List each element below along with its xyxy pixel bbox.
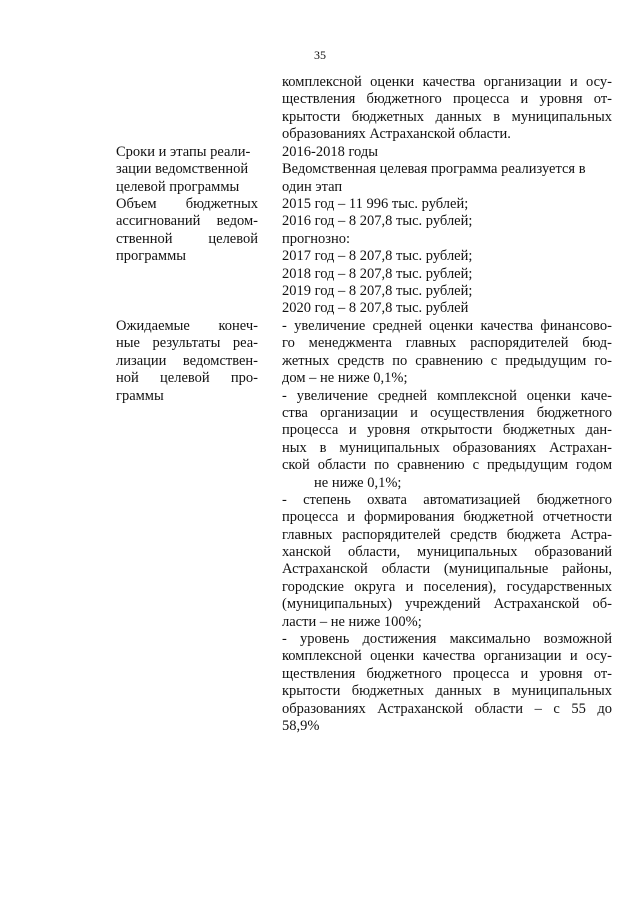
text-line: комплексной оценки качества организации и осу- — [282, 74, 612, 90]
section-value — [282, 196, 612, 318]
section-value — [282, 318, 612, 735]
page-number: 35 — [314, 48, 326, 62]
value-line: 2020 год – 8 207,8 тыс. рублей — [282, 300, 469, 317]
value-line: - степень охвата автоматизацией бюджетного — [282, 491, 612, 508]
label-line: Сроки и этапы реали- — [116, 144, 251, 160]
value-line: - уровень достижения максимально возможной — [282, 631, 612, 648]
value-line: 2016-2018 годы — [282, 144, 378, 160]
label-line: ные результаты реа- — [116, 335, 258, 352]
section-value — [282, 144, 612, 196]
label-line: лизации ведомствен- — [116, 352, 258, 369]
value-line: дом – не ниже 0,1%; — [282, 370, 408, 387]
label-line: ассигнований ведом- — [116, 213, 258, 230]
section-label — [116, 318, 258, 405]
value-line: 2017 год – 8 207,8 тыс. рублей; — [282, 248, 473, 265]
text-line: крытости бюджетных данных в муниципальных — [282, 108, 612, 125]
label-line: программы — [116, 248, 186, 265]
label-line: ственной целевой — [116, 230, 258, 247]
text-line: ществления бюджетного процесса и уровня от- — [282, 91, 612, 108]
label-line: граммы — [116, 387, 164, 404]
continuation-text — [282, 74, 612, 144]
value-line: прогнозно: — [282, 230, 350, 247]
value-line: ханской области, муниципальных образований — [282, 544, 612, 561]
value-line: 2018 год – 8 207,8 тыс. рублей; — [282, 265, 473, 282]
label-line: зации ведомственной — [116, 161, 249, 178]
value-line: крытости бюджетных данных в муниципальных — [282, 683, 612, 700]
value-line: (муниципальных) учреждений Астраханской об- — [282, 596, 612, 613]
value-line: го менеджмента главных распорядителей бюд- — [282, 335, 612, 352]
label-line: ной целевой про- — [116, 370, 258, 387]
value-line: один этап — [282, 178, 343, 195]
value-line: ства организации и осуществления бюджетного — [282, 404, 612, 421]
value-line: городские округа и поселения), государственных — [282, 578, 612, 595]
value-line: не ниже 0,1%; — [314, 474, 402, 491]
section-label — [116, 196, 258, 266]
label-line: целевой программы — [116, 178, 240, 195]
value-line: Ведомственная целевая программа реализуется в — [282, 161, 586, 178]
value-line: комплексной оценки качества организации и осу- — [282, 648, 612, 665]
value-line: ской области по сравнению с предыдущим годом — [282, 457, 612, 474]
value-line: процесса и формирования бюджетной отчетности — [282, 509, 612, 526]
value-line: образованиях Астраханской области – с 55 до — [282, 700, 612, 717]
value-line: - увеличение средней оценки качества финансово- — [282, 318, 612, 334]
value-line: процесса и уровня открытости бюджетных дан- — [282, 422, 612, 439]
value-line: 58,9% — [282, 717, 320, 734]
label-line: Объем бюджетных — [116, 196, 258, 212]
value-line: 2016 год – 8 207,8 тыс. рублей; — [282, 213, 473, 230]
value-line: - увеличение средней комплексной оценки каче- — [282, 387, 612, 404]
value-line: 2015 год – 11 996 тыс. рублей; — [282, 196, 469, 212]
value-line: Астраханской области (муниципальные районы, — [282, 561, 612, 578]
text-line: образованиях Астраханской области. — [282, 126, 511, 143]
value-line: ществления бюджетного процесса и уровня от- — [282, 665, 612, 682]
section-label — [116, 144, 258, 196]
value-line: главных распорядителей средств бюджета Астра- — [282, 526, 612, 543]
value-line: жетных средств по сравнению с предыдущим го- — [282, 352, 612, 369]
label-line: Ожидаемые конеч- — [116, 318, 258, 334]
value-line: ных в муниципальных образованиях Астрахан- — [282, 439, 612, 456]
value-line: ласти – не ниже 100%; — [282, 613, 422, 630]
value-line: 2019 год – 8 207,8 тыс. рублей; — [282, 282, 473, 299]
